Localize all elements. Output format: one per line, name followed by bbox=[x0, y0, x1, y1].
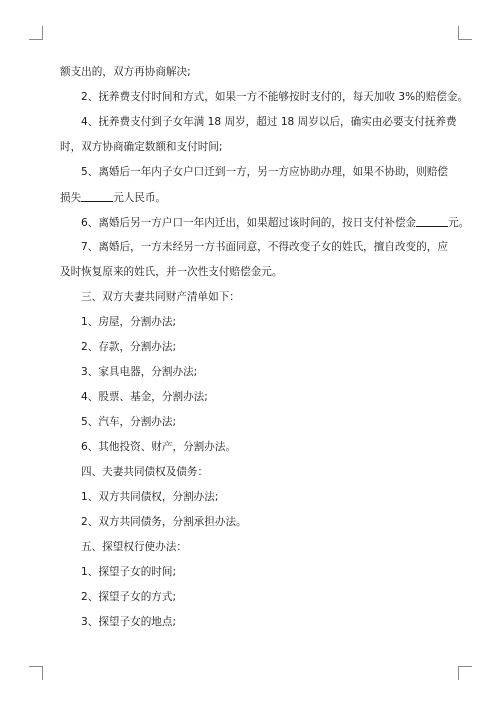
text-run: 1、双方共同债权，分割办法; bbox=[81, 491, 219, 503]
text-run: 元人民币。 bbox=[113, 192, 167, 204]
text-run: 6、其他投资、财产，分割办法。 bbox=[81, 441, 237, 453]
text-run: 时，双方协商确定数额和支付时间; bbox=[60, 141, 223, 153]
text-run: 7、离婚后，一方未经另一方书面同意，不得改变子女的姓氏，擅自改变的，应 bbox=[81, 241, 448, 253]
list-item bbox=[60, 491, 444, 504]
text-run: 及时恢复原来的姓氏，并一次性支付赔偿金元。 bbox=[60, 266, 283, 278]
fill-in-blank bbox=[81, 191, 113, 202]
section-heading bbox=[60, 291, 444, 304]
text-run: 2、存款，分割办法; bbox=[81, 341, 177, 353]
paragraph-line bbox=[60, 66, 444, 79]
crop-mark-top-left bbox=[29, 26, 43, 40]
text-run: 损失 bbox=[60, 192, 82, 204]
text-run: 3、家具电器，分割办法; bbox=[81, 366, 198, 378]
list-item bbox=[60, 616, 444, 629]
list-item bbox=[60, 566, 444, 579]
section-heading bbox=[60, 466, 444, 479]
paragraph-line bbox=[60, 166, 448, 179]
paragraph-line bbox=[60, 116, 457, 129]
paragraph-line bbox=[60, 191, 444, 204]
paragraph-line bbox=[60, 266, 444, 279]
text-run: 3、探望子女的地点; bbox=[81, 616, 177, 628]
text-run: 2、探望子女的方式; bbox=[81, 591, 177, 603]
list-item bbox=[60, 341, 444, 354]
fill-in-blank bbox=[416, 216, 448, 227]
list-item bbox=[60, 316, 444, 329]
section-heading bbox=[60, 541, 444, 554]
list-item bbox=[60, 391, 444, 404]
document-body bbox=[60, 66, 470, 629]
crop-mark-bottom-right bbox=[458, 666, 472, 680]
list-item bbox=[60, 366, 444, 379]
list-item bbox=[60, 591, 444, 604]
list-item bbox=[60, 441, 444, 454]
paragraph-line bbox=[60, 91, 469, 104]
text-run: 2、抚养费支付时间和方式，如果一方不能够按时支付的，每天加收 3%的赔偿金。 bbox=[81, 91, 469, 103]
text-run: 4、股票、基金，分割办法; bbox=[81, 391, 208, 403]
text-run: 6、离婚后另一方户口一年内迁出，如果超过该时间的，按日支付补偿金 bbox=[81, 217, 417, 229]
text-run: 额支出的，双方再协商解决; bbox=[60, 66, 191, 78]
paragraph-line bbox=[60, 241, 448, 254]
text-run: 4、抚养费支付到子女年满 18 周岁，超过 18 周岁以后，确实由必要支付抚养费 bbox=[81, 116, 457, 128]
text-run: 1、房屋，分割办法; bbox=[81, 316, 177, 328]
text-run: 2、双方共同债务，分割承担办法。 bbox=[81, 516, 247, 528]
list-item bbox=[60, 416, 444, 429]
text-run: 5、离婚后一年内子女户口迁到一方，另一方应协助办理，如果不协助，则赔偿 bbox=[81, 166, 448, 178]
text-run: 四、夫妻共同债权及债务： bbox=[81, 466, 209, 478]
crop-mark-bottom-left bbox=[29, 666, 43, 680]
list-item bbox=[60, 516, 444, 529]
paragraph-line bbox=[60, 141, 444, 154]
text-run: 1、探望子女的时间; bbox=[81, 566, 177, 578]
text-run: 5、汽车，分割办法; bbox=[81, 416, 177, 428]
text-run: 三、双方夫妻共同财产清单如下： bbox=[81, 291, 240, 303]
paragraph-line bbox=[60, 216, 470, 229]
crop-mark-top-right bbox=[458, 26, 472, 40]
text-run: 五、探望权行使办法： bbox=[81, 541, 187, 553]
text-run: 元。 bbox=[448, 217, 470, 229]
